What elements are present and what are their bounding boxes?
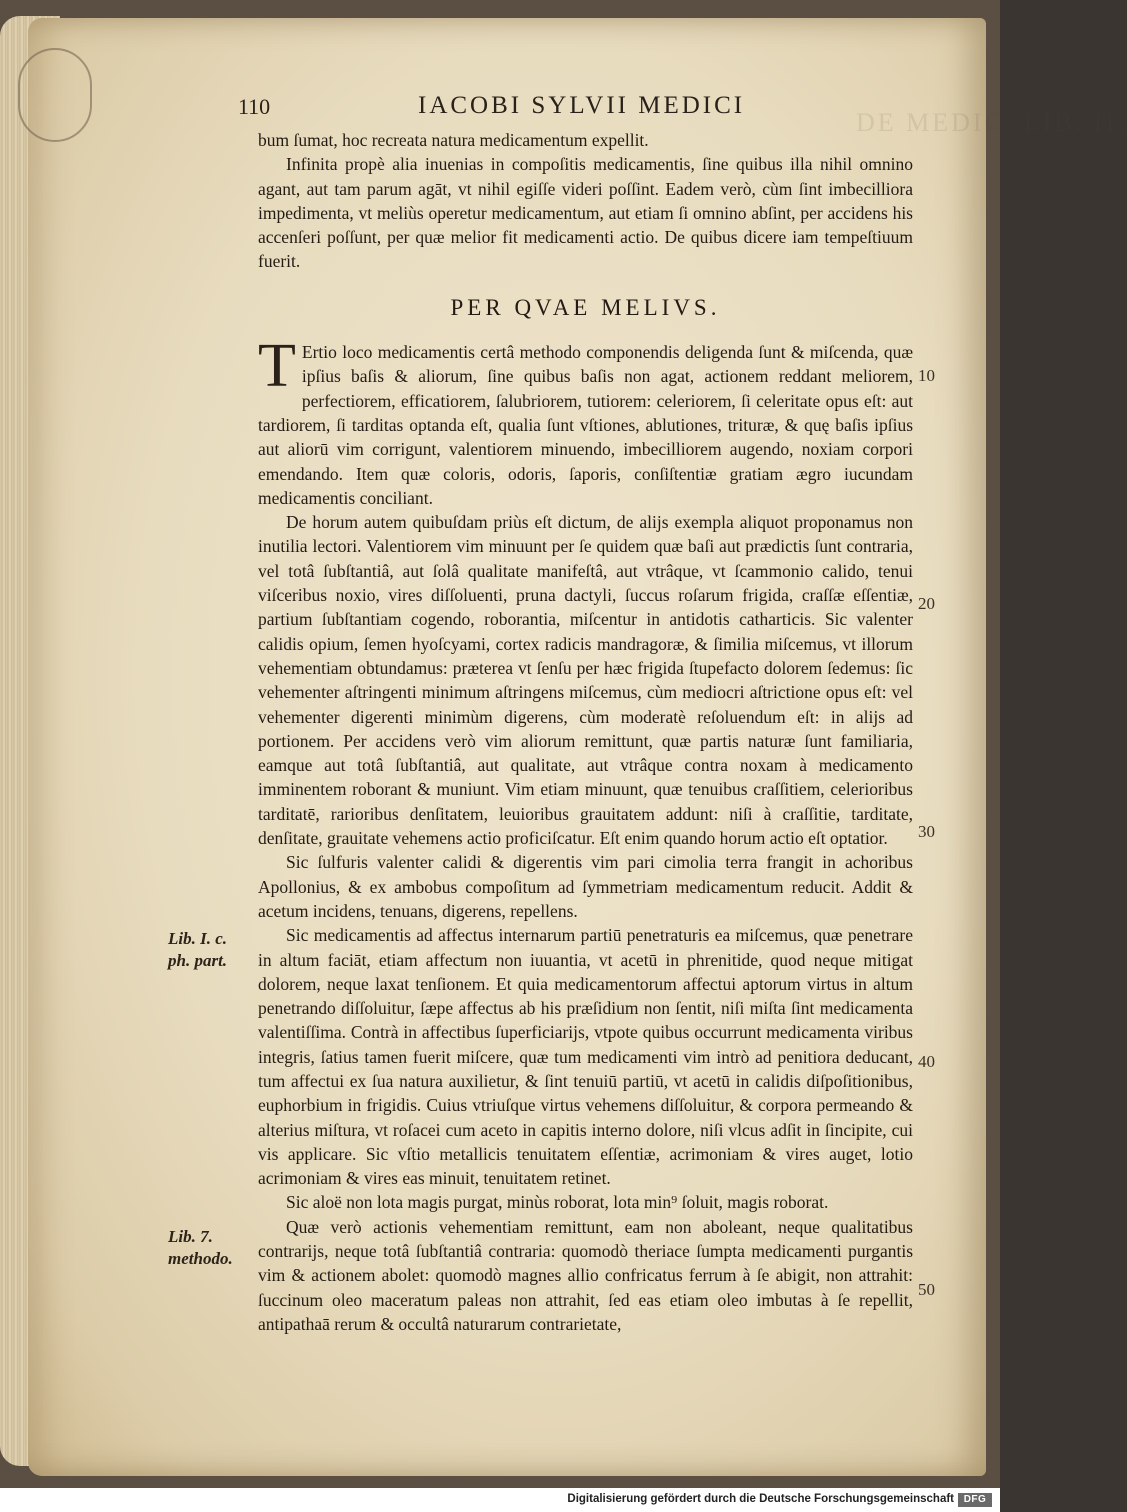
bleedthrough-text: DE MEDIC. LIB. II. (856, 108, 1127, 137)
line-number: 50 (918, 1280, 935, 1299)
line-number: 20 (918, 594, 935, 613)
paragraph-2: Infinita propè alia inuenias in compoſitis medicamentis, ſine quibus illa nihil omnino agant, aut tam parum agāt, vt nihil egiſſe videri poſſint. Eadem verò, cùm ſint imbecilliora impedimenta, vt meliùs operetur medicamentum, aut etiam ſi omnino abſint, per accidens his accenſeri poſſunt, per quæ melior fit medicamenti actio. De quibus dicere iam tempeſtiuum fuerit. (258, 154, 913, 272)
paragraph-7: Sic aloë non lota magis purgat, minùs roborat, lota min⁹ ſoluit, magis roborat. (286, 1192, 829, 1213)
clip-mark (18, 48, 92, 142)
paragraph-3-text: Ertio loco medicamentis certâ methodo componendis deligenda ſunt & miſcenda, quæ ipſius baſis & aliorum, ſine quibus baſis non agat, actionem reddant meliorem, perfectiorem, efficatiorem, ſalubriorem, tutiorem: celeriorem, ſi celeritate opus eſt: aut tardiorem, ſi tarditas optanda eſt, qualia ſunt vſtiones, ablutiones, trituræ, & quę baſis ipſius aut aliorū vim corrigunt, valentiorem minuendo, imbecilliorem augendo, noxiam corpori emendando. Item quæ coloris, odoris, ſaporis, conſiſtentiæ gratiam ægro iucundam medicamentis conciliant. (258, 342, 913, 508)
paragraph-1: bum ſumat, hoc recreata natura medicamentum expellit. (258, 130, 649, 150)
paragraph-6: Sic medicamentis ad affectus internarum partiū penetraturis ea miſcemus, quæ penetrare in altum faciāt, etiam affectum non iuuantia, vt acetū in phrenitide, quod neque mitigat dolorem, neque laxat tenſionem. Et quia medicamentorum affectui aptorum virtus in altum penetrando diſſoluitur, ſæpe affectus ab his præſidium non ſentit, niſi miſta ſint medicamenta valentiſſima. Contrà in affectibus ſuperficiarijs, vtpote quibus occurrunt medicamenta viribus integris, ſatius tamen fuerit miſcere, quæ tum medicamenti vim intrò ad penitiora deducant, tum affectui ex ſua natura auxilietur, & ſint tenuiū partiū, vt acetū in calidis diſpoſitionibus, euphorbium in frigidis. Cuius vtriuſque virtus vehemens diſſoluitur, & corpora permeando & alterius miſtura, vt roſacei cum aceto in capitis interno dolore, niſi vlcus adſit in ſincipite, cui vis applicare. Sic vſtio metallicis tenuitatem eſſentiæ, acrimoniam & vires auget, lotio acrimoniam & vires eas minuit, tenuitatem retinet. (258, 925, 913, 1189)
line-number: 30 (918, 822, 935, 841)
page-header (238, 92, 918, 126)
line-number: 10 (918, 366, 935, 385)
line-number: 40 (918, 1052, 935, 1071)
page-number: 110 (238, 94, 271, 119)
dfg-logo-icon: DFG (958, 1493, 992, 1507)
running-head: IACOBI SYLVII MEDICI (418, 92, 746, 119)
footer-bar (0, 1488, 1000, 1512)
paragraph-4: De horum autem quibuſdam priùs eſt dictum, de alijs exempla aliquot proponamus non inutilia lectori. Valentiorem vim minuunt per ſe quidem quæ baſi aut prædictis ſunt contraria, vel totâ ſubſtantiâ, aut ſolâ qualitate manifeſtâ, aut vtrâque, vt ſcammonio calido, tenui viſceribus noxio, vires diſſoluenti, pruna dactyli, ſuccus roſarum frigida, craſſæ eſſentiæ, partium ſubſtantiam cogendo, roborantia, miſcentur in antidotis catharticis. Sic valenter calidis opium, ſemen hyoſcyami, cortex radicis mandragoræ, & ſimilia miſcemus, vt illorum vehementiam obtundamus: præterea vt ſenſu per hæc frigida ſtupefacto dolorem ſedemus: ſic vehementer aſtringenti minimum aſtringens miſcemus, cùm mediocri aſtrictione opus eſt: vel vehementer digerenti minimùm digerens, cùm moderatè reſoluendum eſt: in alijs ad portionem. Per accidens verò vim aliorum remittunt, quæ partis naturæ ſunt familiaria, eamque aut totâ ſubſtantiâ, aut qualitate, aut vtrâque contra noxam à medicamento imminentem roborant & muniunt. Vim etiam minuunt, quæ tenuibus craſſitiem, celerioribus tarditatē, rarioribus denſitatem, leuioribus grauitatem addunt: niſi à craſſitie, tarditate, denſitate, grauitate vehemens actio proficiſcatur. Eſt enim quando horum actio eſt optatior. (258, 512, 913, 849)
paragraph-5: Sic ſulfuris valenter calidi & digerentis vim pari cimolia terra frangit in achoribus Apollonius, & ex ambobus compoſitum ad ſymmetriam medicamentum reducit. Addit & acetum incidens, tenuans, digerens, repellens. (258, 852, 913, 921)
section-heading: PER QVAE MELIVS. (450, 294, 721, 320)
drop-cap: T (258, 332, 296, 401)
margin-note-2: Lib. 7. methodo. (168, 1227, 233, 1268)
footer-credit: Digitalisierung gefördert durch die Deutsche Forschungsgemeinschaft (567, 1493, 954, 1505)
text-block (258, 128, 913, 1336)
paragraph-8: Quæ verò actionis vehementiam remittunt, eam non aboleant, neque qualitatibus contrarijs, neque totâ ſubſtantiâ contraria: quomodò theriace ſumpta medicamenti purgantis vim & actionem abolet: quomodò magnes allio confricatus ferrum à ſe abigit, non attrahit: ſuccinum oleo maceratum paleas non attrahit, ſed eas etiam oleo imbutas à ſe repellit, antipathaā rerum & occultâ naturarum contrarietate, (258, 1216, 913, 1334)
paragraph-3 (258, 332, 913, 510)
margin-note-1: Lib. I. c. ph. part. (168, 929, 228, 970)
